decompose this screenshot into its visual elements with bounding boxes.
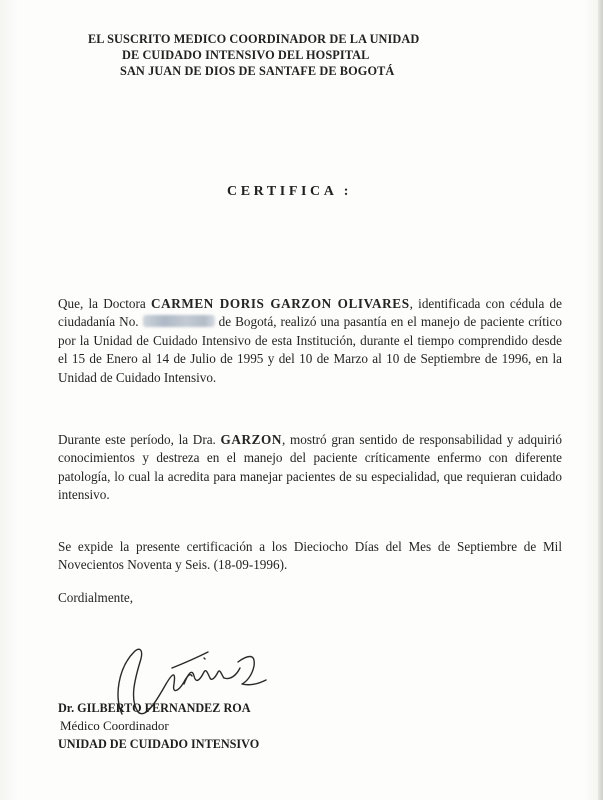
signer-block (58, 699, 259, 753)
signer-name: Dr. GILBERTO FERNANDEZ ROA (58, 701, 251, 715)
header-line-3: SAN JUAN DE DIOS DE SANTAFE DE BOGOTÁ (120, 64, 395, 78)
header-line-1: EL SUSCRITO MEDICO COORDINADOR DE LA UNIDAD (88, 32, 420, 46)
paragraph-1-part-3: de Bogotá, realizó una pasantía en el manejo de paciente crítico por la Unidad de Cuidado Intensivo de esta Institución, durante el tiempo comprendido desde el 15 de Enero al 14 de Julio de 1995 y del 10 de Marzo al 10 de Septiembre de 1996, en la Unidad de Cuidado Intensivo. (58, 314, 562, 385)
paragraph-2 (58, 431, 562, 505)
header-line-2: DE CUIDADO INTENSIVO DEL HOSPITAL (122, 48, 370, 62)
paragraph-2-part-1: Durante este período, la Dra. (58, 432, 221, 447)
paragraph-2-part-2: , mostró gran sentido de responsabilidad y adquirió conocimientos y destreza en el manejo del paciente críticamente enfermo con diferente patología, lo cual la acredita para manejar pacientes de su especialidad, que requieran cuidado intensivo. (58, 432, 563, 503)
signer-role: Médico Coordinador (60, 718, 169, 733)
closing-salutation: Cordialmente, (58, 590, 134, 605)
document-title: CERTIFICA : (227, 184, 353, 199)
paragraph-1-part-1: Que, la Doctora (58, 296, 151, 311)
signer-unit: UNIDAD DE CUIDADO INTENSIVO (58, 737, 260, 751)
doctor-name: CARMEN DORIS GARZON OLIVARES (150, 296, 410, 311)
redacted-id-number (143, 315, 215, 327)
paragraph-3: Se expide la presente certificación a los Dieciocho Días del Mes de Septiembre de Mil Novecientos Noventa y Seis. (18-09-1996). (58, 539, 562, 573)
paragraph-1-part-2: , identificada con cédula de ciudadanía No. (58, 296, 562, 330)
paragraph-1 (58, 295, 562, 387)
document-header (88, 31, 488, 79)
page-edge-shadow (598, 0, 603, 800)
doctor-surname: GARZON (220, 432, 283, 447)
